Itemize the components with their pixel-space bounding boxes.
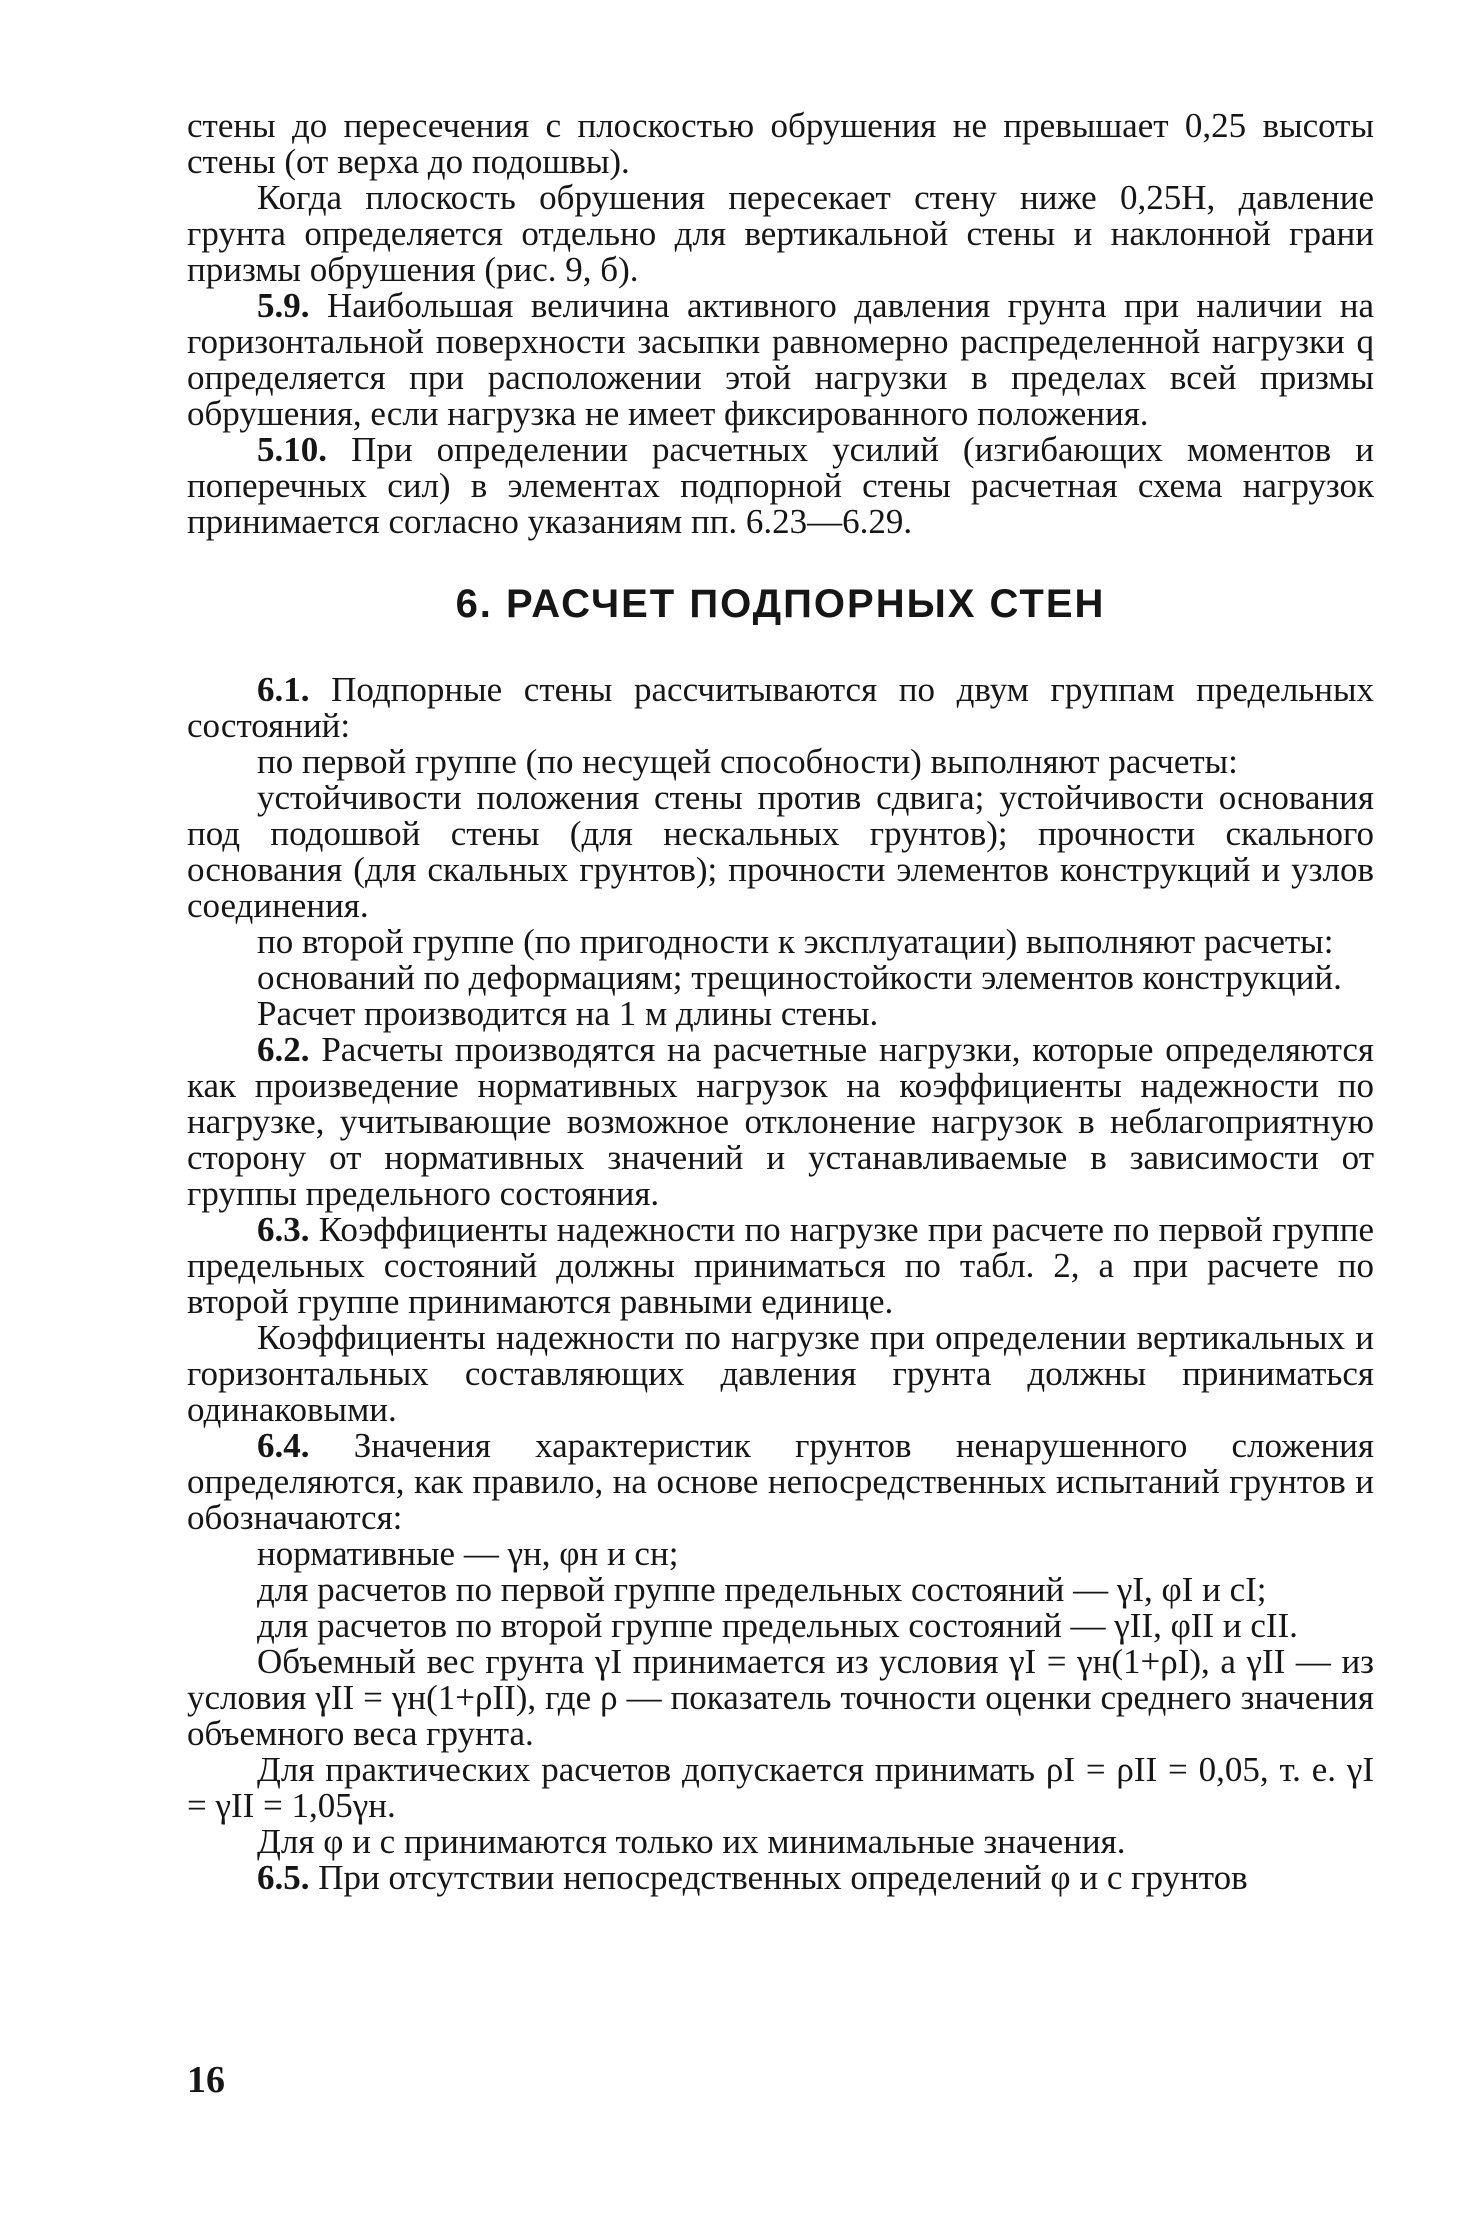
clause-6-4	[187, 1428, 1374, 1536]
clause-text: При отсутствии непосредственных определений φ и c грунтов	[318, 1858, 1248, 1897]
clause-number: 6.2.	[257, 1030, 310, 1069]
group1-intro: по первой группе (по несущей способности) выполняют расчеты:	[257, 742, 1238, 781]
clause-number: 5.9.	[257, 286, 310, 325]
group1-list: устойчивости положения стены против сдвига; устойчивости основания под подошвой стены (для нескальных грунтов); прочности скального основания (для скальных грунтов); прочности элементов конструкций и узлов соединения.	[187, 778, 1374, 925]
group2-list: оснований по деформациям; трещиностойкости элементов конструкций.	[257, 958, 1342, 997]
minimum-values-paragraph: Для φ и c принимаются только их минимальные значения.	[257, 1822, 1126, 1861]
clause-number: 6.3.	[257, 1210, 310, 1249]
clause-number: 5.10.	[257, 430, 327, 469]
second-group-values: для расчетов по второй группе предельных состояний — γII, φII и cII.	[257, 1606, 1298, 1645]
page-number: 16	[187, 2059, 225, 2101]
clause-text: При определении расчетных усилий (изгибающих моментов и поперечных сил) в элементах подпорной стены расчетная схема нагрузок принимается согласно указаниям пп. 6.23—6.29.	[187, 430, 1375, 541]
clause-text: Расчеты производятся на расчетные нагрузки, которые определяются как произведение нормативных нагрузок на коэффициенты надежности по нагрузке, учитывающие возможное отклонение нагрузок в неблагоприятную сторону от нормативных значений и устанавливаемые в зависимости от группы предельного состояния.	[187, 1030, 1374, 1213]
clause-6-3-extra: Коэффициенты надежности по нагрузке при определении вертикальных и горизонтальных составляющих давления грунта должны приниматься одинаковыми.	[187, 1318, 1374, 1429]
clause-5-9	[187, 288, 1374, 432]
normative-values: нормативные — γн, φн и cн;	[257, 1534, 679, 1573]
per-meter-note: Расчет производится на 1 м длины стены.	[257, 994, 879, 1033]
clause-text: Коэффициенты надежности по нагрузке при расчете по первой группе предельных состояний должны приниматься по табл. 2, а при расчете по второй группе принимаются равными единице.	[187, 1210, 1374, 1321]
paragraph-failure-plane: Когда плоскость обрушения пересекает стену ниже 0,25H, давление грунта определяется отдельно для вертикальной стены и наклонной грани призмы обрушения (рис. 9, б).	[187, 178, 1374, 289]
clause-6-5	[187, 1860, 1374, 1896]
volume-weight-paragraph: Объемный вес грунта γI принимается из условия γI = γн(1+ρI), а γII — из условия γII = γн(1+ρII), где ρ — показатель точности оценки среднего значения объемного веса грунта.	[187, 1642, 1374, 1753]
clause-number: 6.1.	[257, 670, 310, 709]
document-page	[187, 108, 1374, 1896]
clause-6-2	[187, 1032, 1374, 1212]
clause-6-1	[187, 672, 1374, 744]
clause-6-3	[187, 1212, 1374, 1320]
section-heading: 6. РАСЧЕТ ПОДПОРНЫХ СТЕН	[455, 582, 1106, 626]
group2-intro: по второй группе (по пригодности к эксплуатации) выполняют расчеты:	[257, 922, 1334, 961]
first-group-values: для расчетов по первой группе предельных состояний — γI, φI и cI;	[257, 1570, 1267, 1609]
continuation-paragraph: стены до пересечения с плоскостью обрушения не превышает 0,25 высоты стены (от верха до подошвы).	[187, 106, 1374, 181]
practical-calculation-paragraph: Для практических расчетов допускается принимать ρI = ρII = 0,05, т. е. γI = γII = 1,05γн.	[187, 1750, 1374, 1825]
clause-text: Значения характеристик грунтов ненарушенного сложения определяются, как правило, на основе непосредственных испытаний грунтов и обозначаются:	[187, 1426, 1374, 1537]
clause-text: Подпорные стены рассчитываются по двум группам предельных состояний:	[187, 670, 1374, 745]
clause-number: 6.5.	[257, 1858, 310, 1897]
clause-number: 6.4.	[257, 1426, 310, 1465]
clause-5-10	[187, 432, 1374, 540]
clause-text: Наибольшая величина активного давления грунта при наличии на горизонтальной поверхности засыпки равномерно распределенной нагрузки q определяется при расположении этой нагрузки в пределах всей призмы обрушения, если нагрузка не имеет фиксированного положения.	[187, 286, 1374, 433]
